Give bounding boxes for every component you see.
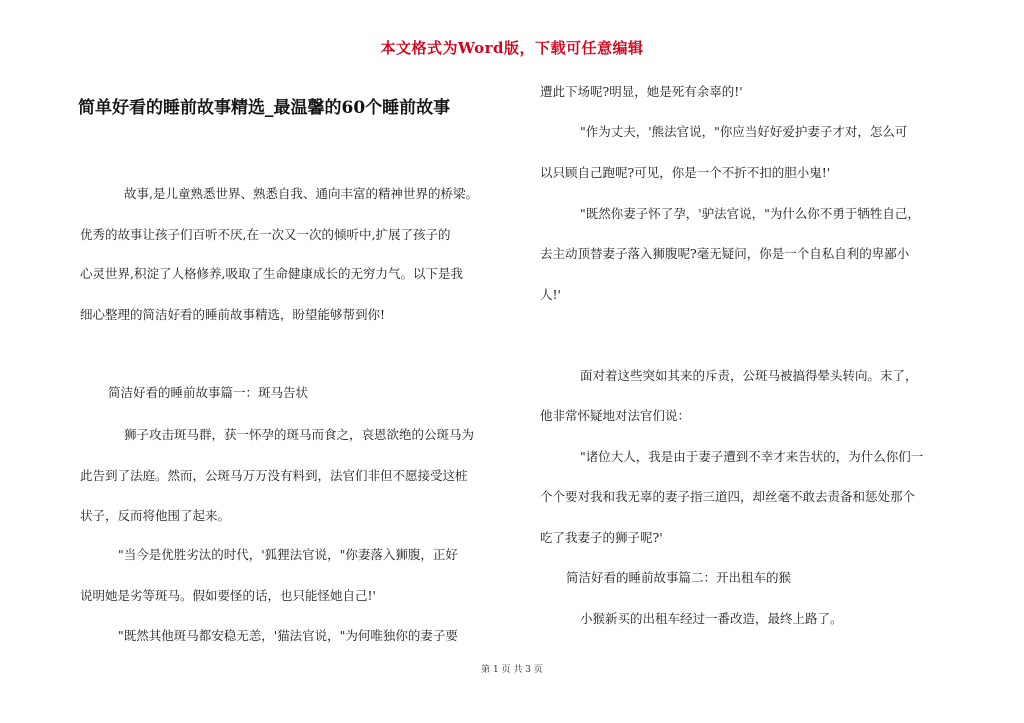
paragraph-line: "既然其他斑马都安稳无恙，'猫法官说，"为何唯独你的妻子要 — [118, 628, 458, 643]
paragraph-line: "既然你妻子怀了孕，'驴法官说，"为什么你不勇于牺牲自己， — [580, 206, 920, 221]
paragraph-line: 此告到了法庭。然而，公斑马万万没有料到，法官们非但不愿接受这桩 — [80, 468, 468, 483]
paragraph-line: 个个要对我和我无辜的妻子指三道四，却丝毫不敢去责备和惩处那个 — [540, 489, 916, 504]
page-number: 第 1 页 共 3 页 — [481, 665, 543, 675]
paragraph-line: 他非常怀疑地对法官们说： — [540, 408, 691, 423]
paragraph-line: "当今是优胜劣汰的时代，'狐狸法官说，"你妻落入狮腹，正好 — [118, 547, 458, 562]
paragraph-line: 状子，反而将他围了起来。 — [80, 508, 231, 523]
section-heading: 简洁好看的睡前故事篇二：开出租车的猴 — [566, 570, 792, 585]
paragraph-line: 吃了我妻子的狮子呢?' — [540, 530, 663, 545]
paragraph-line: 故事,是儿童熟悉世界、熟悉自我、通向丰富的精神世界的桥梁。 — [124, 186, 478, 201]
paragraph-line: "诸位大人，我是由于妻子遭到不幸才来告状的，为什么你们一 — [580, 449, 924, 464]
paragraph-line: 优秀的故事让孩子们百听不厌,在一次又一次的倾听中,扩展了孩子的 — [80, 227, 451, 242]
paragraph-line: 说明她是劣等斑马。假如要怪的话，也只能怪她自己!' — [80, 588, 376, 603]
document-title: 简单好看的睡前故事精选_最温馨的60个睡前故事 — [78, 98, 451, 118]
paragraph-line: 细心整理的简洁好看的睡前故事精选，盼望能够帮到你! — [80, 307, 386, 322]
paragraph-line: 去主动顶替妻子落入狮腹呢?毫无疑问，你是一个自私自利的卑鄙小 — [540, 246, 910, 261]
paragraph-line: 面对着这些突如其来的斥责，公斑马被搞得晕头转向。末了， — [580, 368, 918, 383]
section-heading: 简洁好看的睡前故事篇一：斑马告状 — [108, 385, 309, 400]
paragraph-line: 遭此下场呢?明显，她是死有余辜的!' — [540, 84, 743, 99]
paragraph-line: "作为丈夫，'熊法官说，"你应当好好爱护妻子才对，怎么可 — [580, 124, 908, 139]
paragraph-line: 以只顾自己跑呢?可见，你是一个不折不扣的胆小鬼!' — [540, 165, 831, 180]
paragraph-line: 人!' — [540, 287, 561, 302]
paragraph-line: 狮子攻击斑马群，获一怀孕的斑马而食之，哀恩欲绝的公斑马为 — [124, 427, 475, 442]
paragraph-line: 小猴新买的出租车经过一番改造，最终上路了。 — [580, 611, 843, 626]
word-format-banner: 本文格式为Word版，下载可任意编辑 — [380, 39, 644, 57]
paragraph-line: 心灵世界,积淀了人格修养,吸取了生命健康成长的无穷力气。以下是我 — [80, 266, 463, 281]
